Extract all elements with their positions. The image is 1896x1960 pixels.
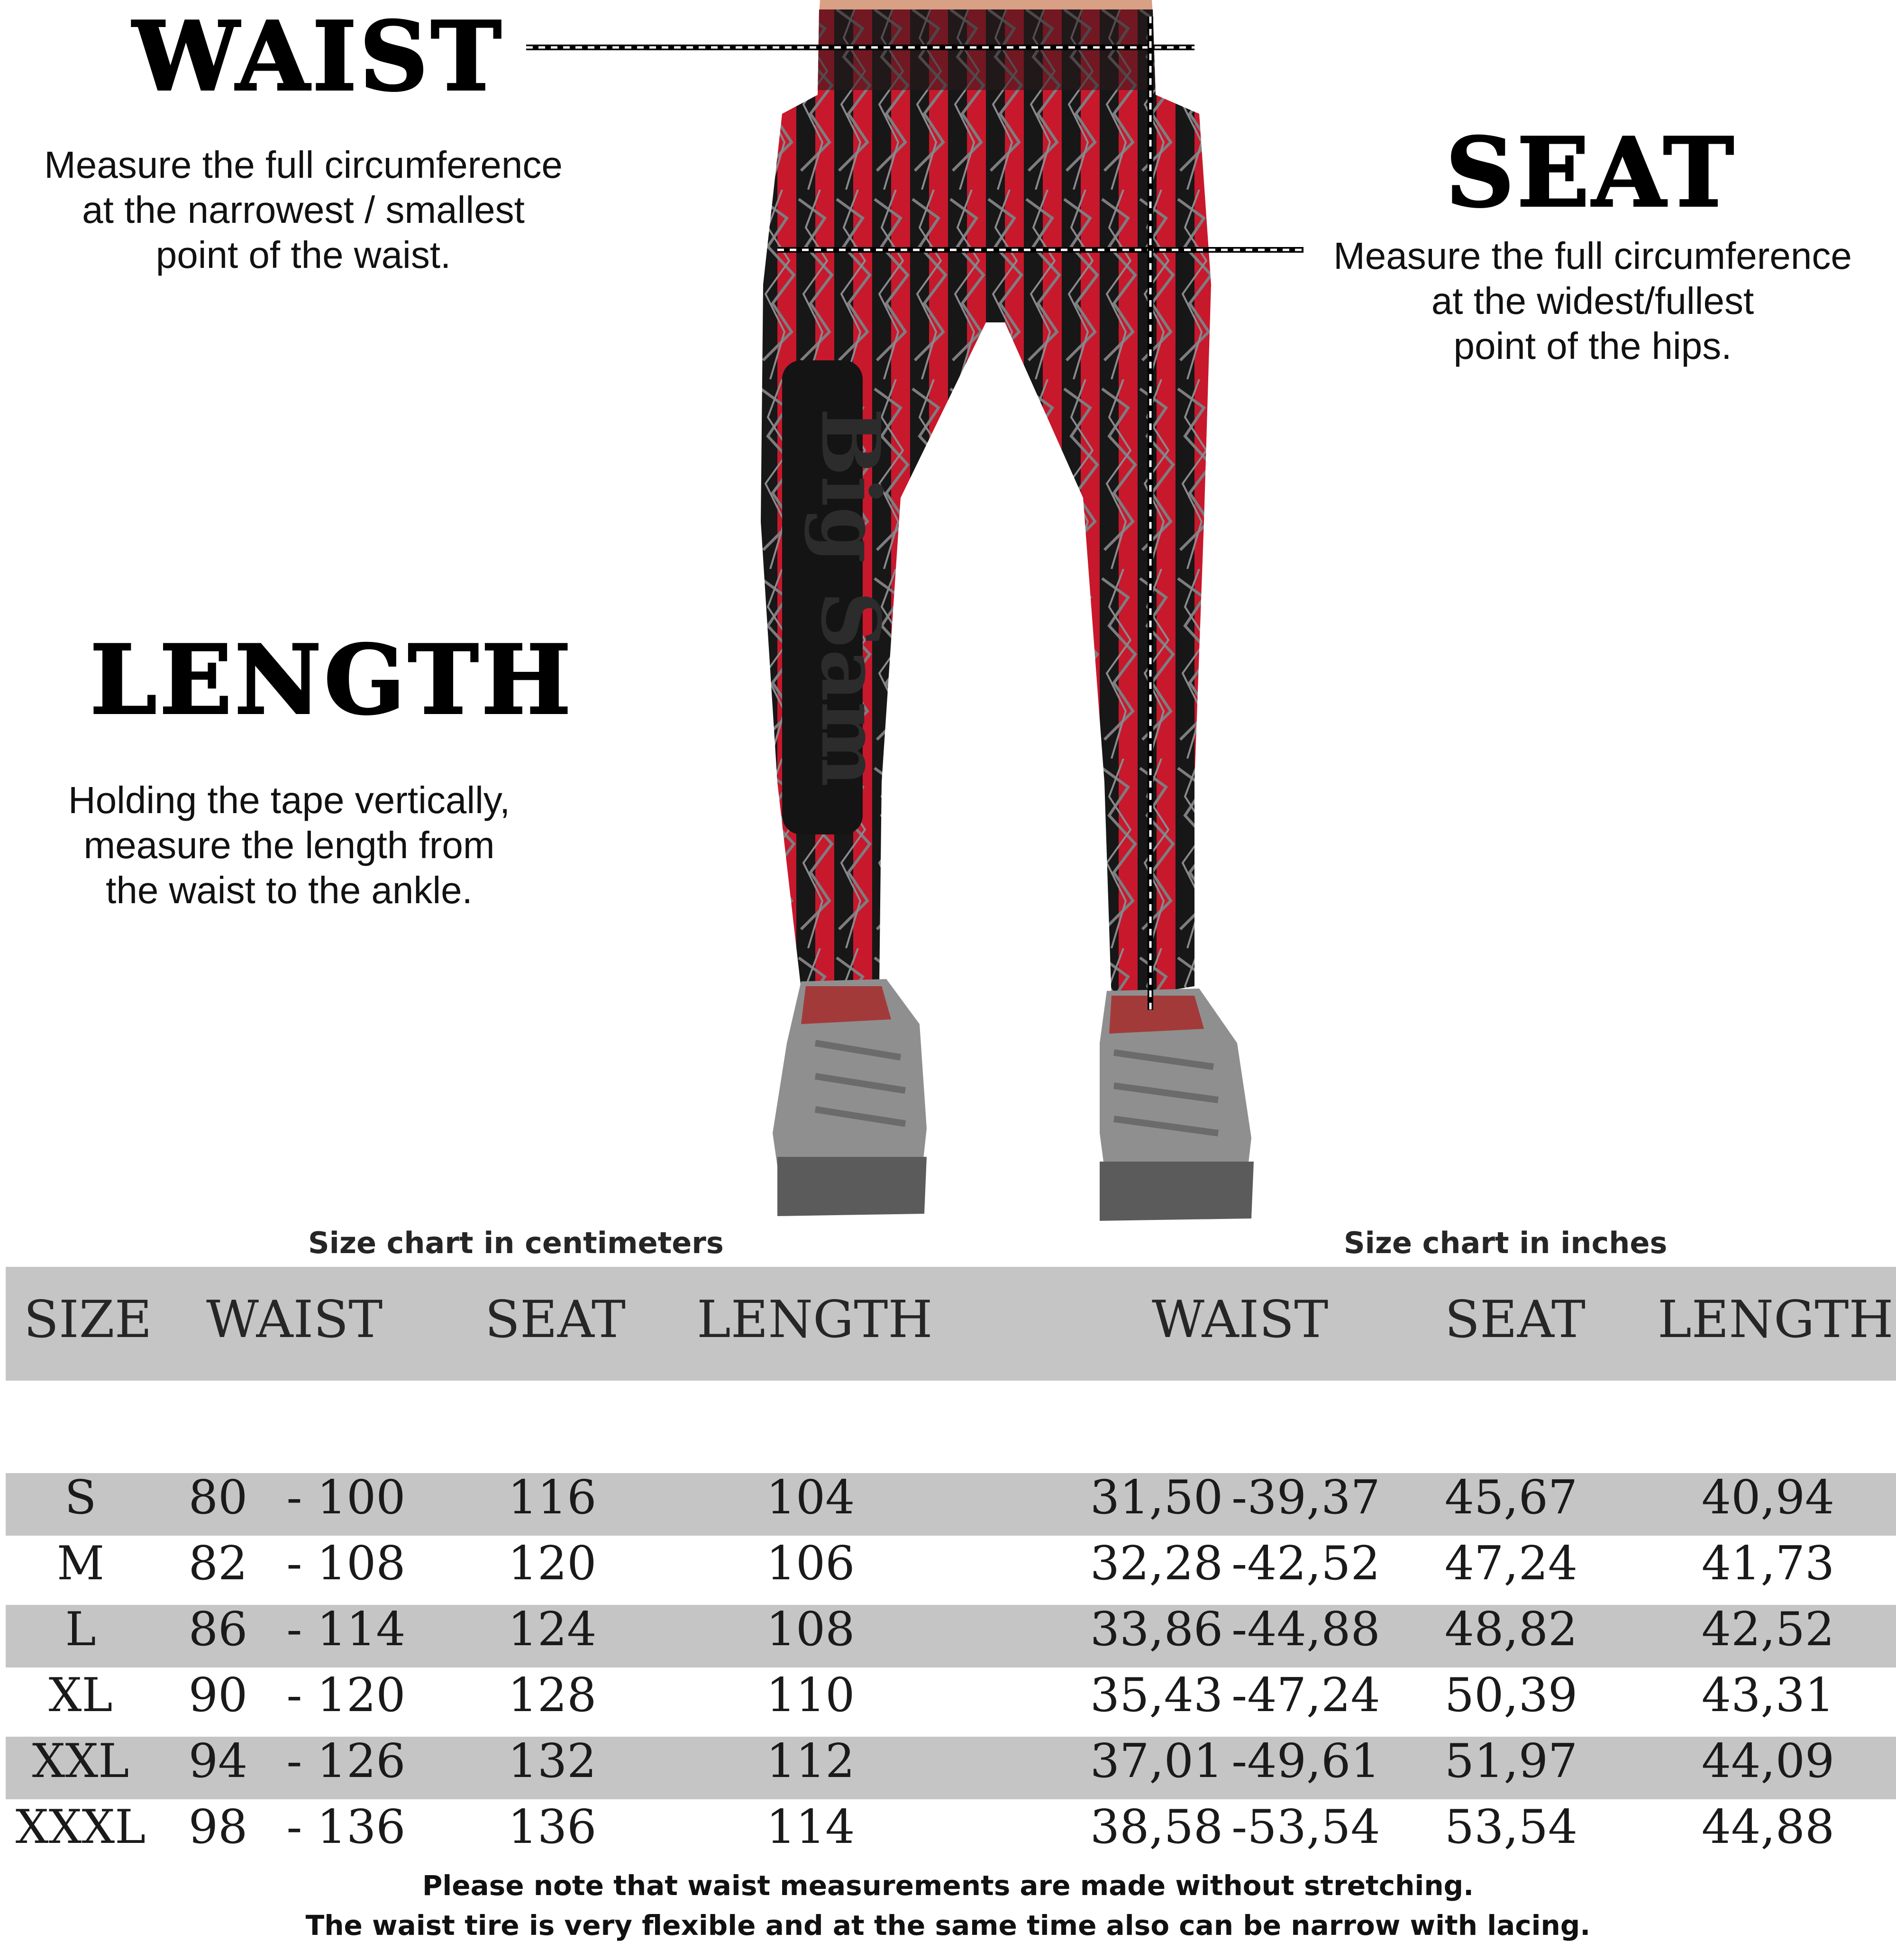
header-length-in: LENGTH (1658, 1290, 1894, 1349)
cell-seat-cm: 128 (508, 1668, 597, 1722)
header-seat-cm: SEAT (485, 1290, 626, 1349)
cell-waist-in-max: -39,37 (1231, 1471, 1380, 1525)
cell-seat-in: 45,67 (1444, 1471, 1578, 1525)
logo-text: Big Sam (803, 408, 898, 787)
cell-size: M (56, 1537, 105, 1591)
cell-seat-in: 48,82 (1444, 1603, 1578, 1657)
cell-seat-cm: 124 (508, 1603, 597, 1657)
cell-length-in: 42,52 (1701, 1603, 1835, 1657)
cell-length-cm: 112 (766, 1734, 855, 1788)
cell-waist-cm-max: - 120 (286, 1668, 406, 1722)
cell-waist-cm-max: - 136 (286, 1800, 406, 1854)
cell-waist-in-min: 31,50 (1090, 1471, 1223, 1525)
caption-inches: Size chart in inches (1344, 1226, 1668, 1260)
cell-waist-cm-min: 86 (188, 1603, 248, 1657)
seat-description-line: point of the hips. (1453, 325, 1732, 367)
waist-description-line: at the narrowest / smallest (82, 189, 525, 231)
cell-waist-in-max: -49,61 (1231, 1734, 1380, 1788)
waist-title: WAIST (133, 1, 504, 112)
cell-length-cm: 108 (766, 1603, 855, 1657)
cell-length-in: 44,09 (1701, 1734, 1835, 1788)
cell-length-in: 41,73 (1701, 1537, 1835, 1591)
length-title: LENGTH (90, 624, 574, 736)
cell-waist-cm-min: 98 (188, 1800, 248, 1854)
cell-size: XXL (32, 1734, 129, 1788)
cell-waist-in-min: 35,43 (1090, 1668, 1223, 1722)
length-description-line: the waist to the ankle. (106, 869, 473, 911)
cell-waist-cm-max: - 108 (286, 1537, 406, 1591)
seat-title: SEAT (1446, 117, 1737, 229)
cell-size: XXXL (15, 1800, 146, 1854)
cell-length-cm: 114 (766, 1800, 855, 1854)
waist-description-line: Measure the full circumference (44, 144, 563, 186)
cell-waist-cm-max: - 126 (286, 1734, 406, 1788)
cell-seat-in: 47,24 (1444, 1537, 1578, 1591)
cell-seat-in: 53,54 (1444, 1800, 1578, 1854)
cell-waist-cm-max: - 100 (286, 1471, 406, 1525)
waist-description-line: point of the waist. (155, 234, 451, 276)
cell-waist-cm-min: 82 (188, 1537, 248, 1591)
cell-length-cm: 110 (766, 1668, 855, 1722)
header-size: SIZE (24, 1290, 152, 1349)
cell-waist-cm-min: 90 (188, 1668, 248, 1722)
left-shoe-icon (773, 979, 927, 1216)
header-waist-in: WAIST (1152, 1290, 1329, 1349)
cell-waist-cm-max: - 114 (286, 1603, 406, 1657)
seat-description-line: Measure the full circumference (1333, 235, 1852, 277)
cell-seat-cm: 132 (508, 1734, 597, 1788)
cell-length-cm: 104 (766, 1471, 855, 1525)
cell-seat-in: 50,39 (1444, 1668, 1578, 1722)
header-length-cm: LENGTH (697, 1290, 933, 1349)
seat-description-line: at the widest/fullest (1431, 280, 1754, 322)
cell-waist-in-min: 33,86 (1090, 1603, 1223, 1657)
cell-waist-cm-min: 80 (188, 1471, 248, 1525)
cell-size: L (65, 1603, 96, 1657)
header-waist-cm: WAIST (206, 1290, 383, 1349)
header-seat-in: SEAT (1445, 1290, 1586, 1349)
cell-size: S (64, 1471, 97, 1525)
cell-length-in: 44,88 (1701, 1800, 1835, 1854)
cell-length-in: 40,94 (1701, 1471, 1835, 1525)
cell-waist-in-min: 37,01 (1090, 1734, 1223, 1788)
cell-waist-in-min: 38,58 (1090, 1800, 1223, 1854)
length-description-line: measure the length from (83, 824, 495, 866)
cell-seat-cm: 120 (508, 1537, 597, 1591)
cell-seat-in: 51,97 (1444, 1734, 1578, 1788)
length-description-line: Holding the tape vertically, (68, 779, 510, 821)
note-line-2: The waist tire is very flexible and at the same time also can be narrow with lacing. (305, 1909, 1591, 1942)
cell-waist-cm-min: 94 (188, 1734, 248, 1788)
cell-size: XL (48, 1668, 113, 1722)
cell-waist-in-max: -42,52 (1231, 1537, 1380, 1591)
cell-seat-cm: 136 (508, 1800, 597, 1854)
cell-length-in: 43,31 (1701, 1668, 1835, 1722)
cell-waist-in-max: -47,24 (1231, 1668, 1380, 1722)
cell-waist-in-min: 32,28 (1090, 1537, 1223, 1591)
caption-centimeters: Size chart in centimeters (308, 1226, 724, 1260)
right-shoe-icon (1100, 989, 1254, 1221)
cell-seat-cm: 116 (508, 1471, 597, 1525)
cell-waist-in-max: -53,54 (1231, 1800, 1380, 1854)
cell-length-cm: 106 (766, 1537, 855, 1591)
note-line-1: Please note that waist measurements are made without stretching. (422, 1869, 1474, 1902)
cell-waist-in-max: -44,88 (1231, 1603, 1380, 1657)
